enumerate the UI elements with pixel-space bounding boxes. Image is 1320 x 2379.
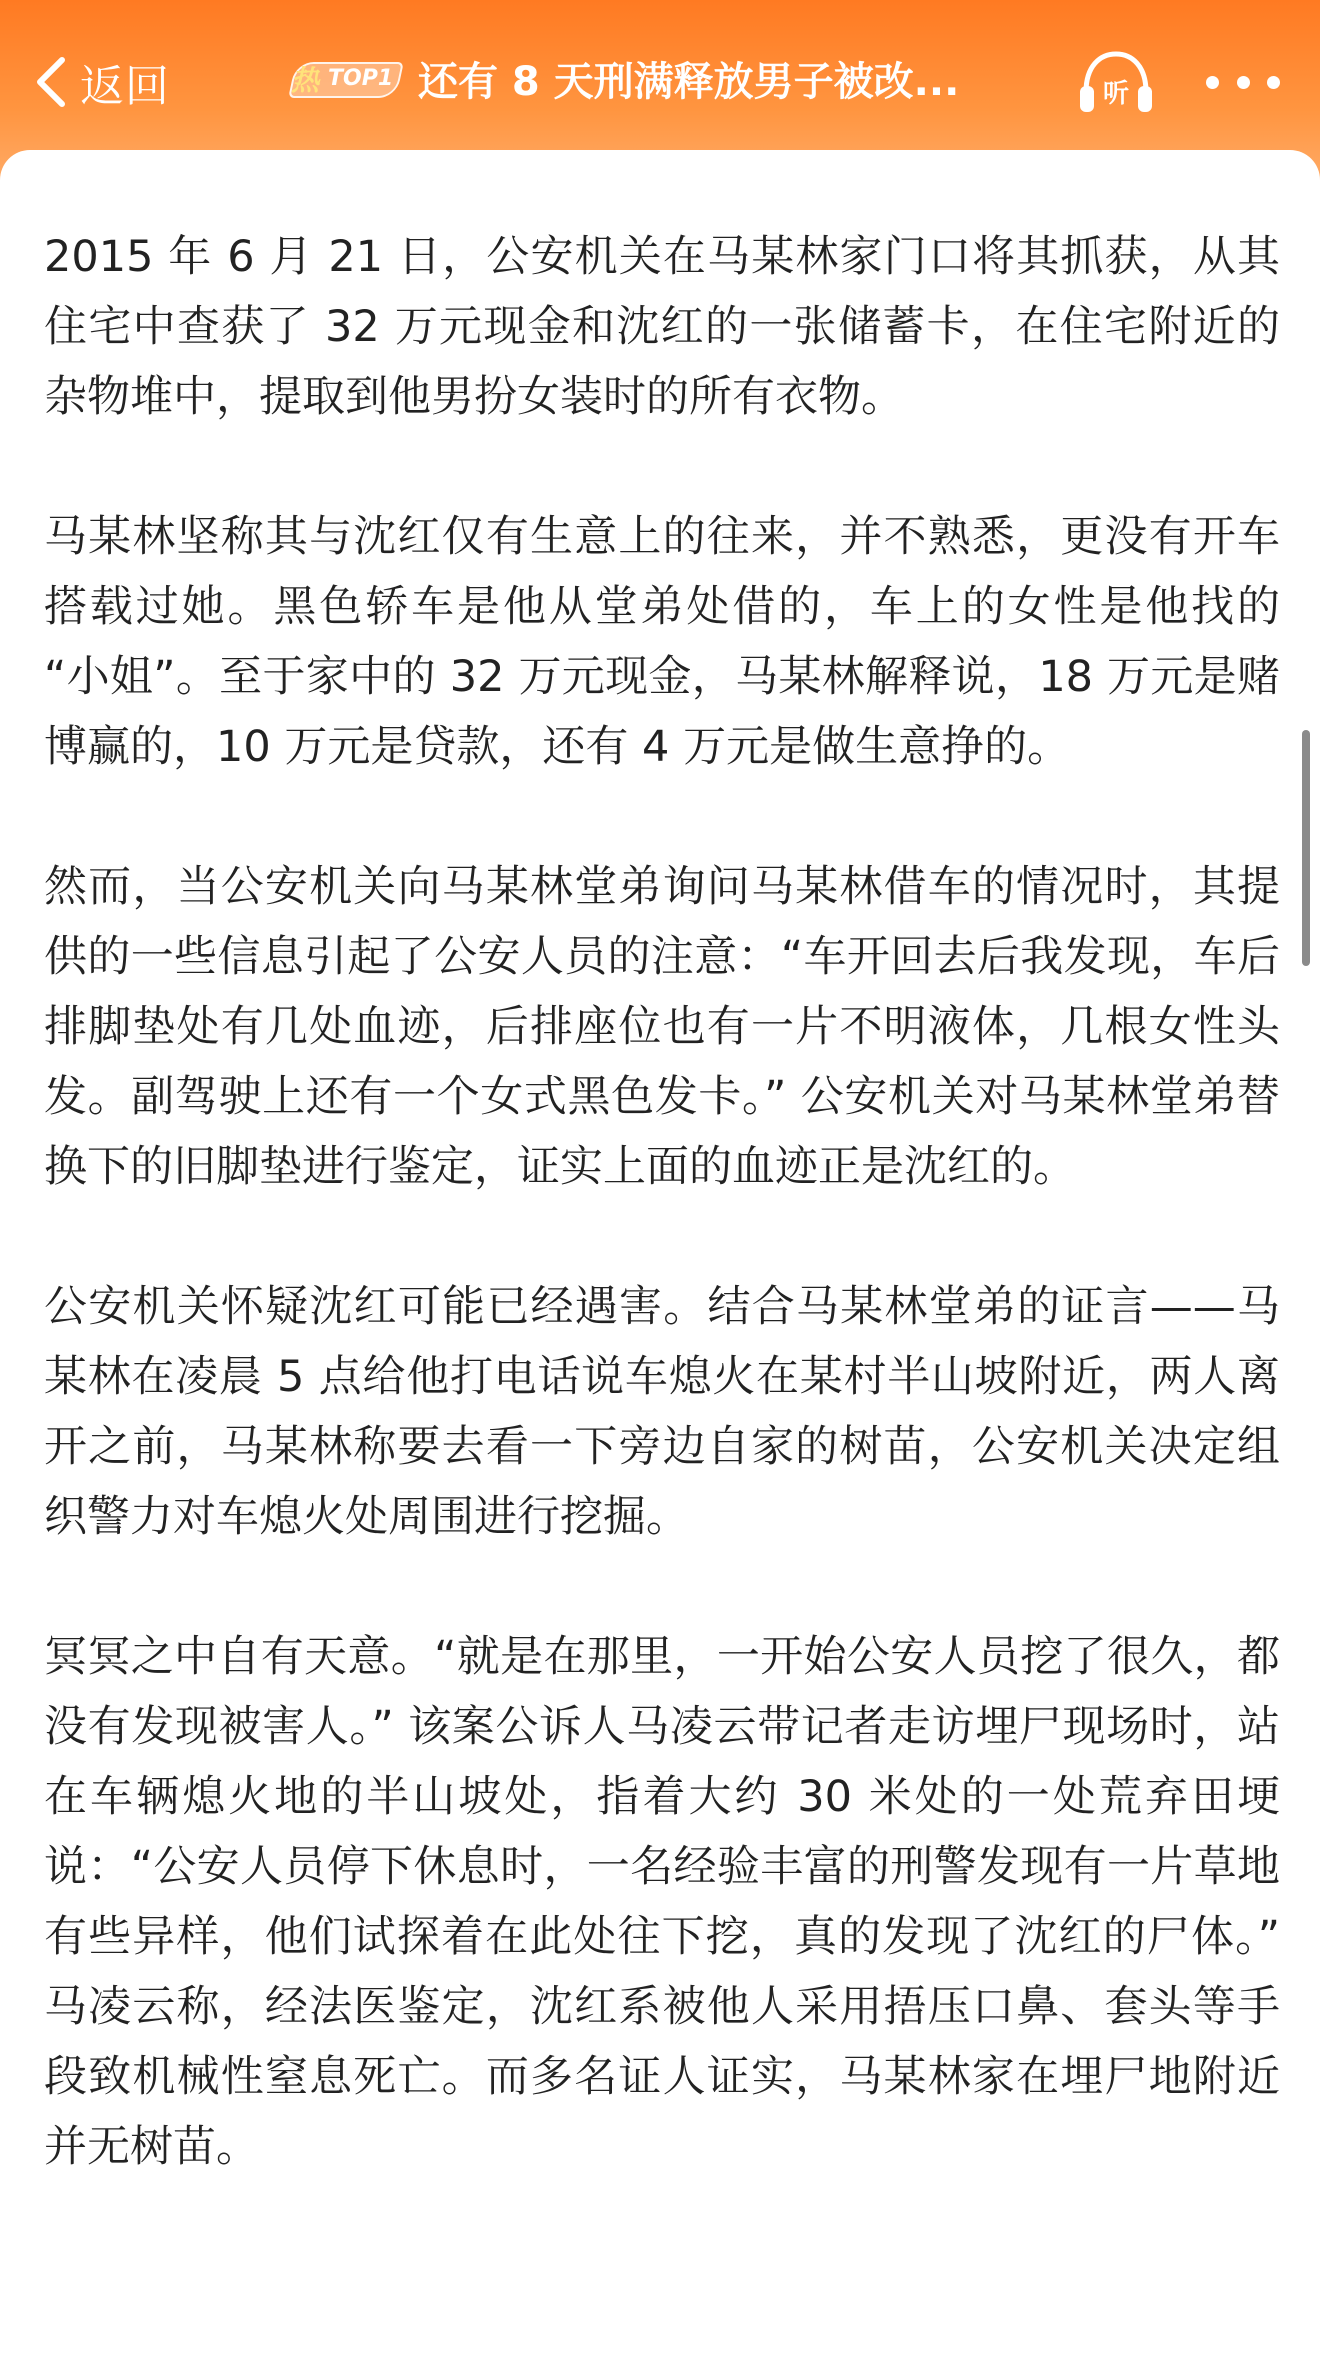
listen-label: 听 [1102, 79, 1130, 109]
more-dot [1206, 76, 1219, 89]
hot-badge-rank: TOP1 [328, 66, 394, 91]
back-label: 返回 [80, 61, 170, 112]
page-title[interactable]: 还有 8 天刑满释放男子被改... [418, 59, 960, 105]
article-paragraph: 2015 年 6 月 21 日，公安机关在马某林家门口将其抓获，从其住宅中查获了 32 万元现金和沈红的一张储蓄卡，在住宅附近的杂物堆中，提取到他男扮女装时的所有衣物。 [44, 232, 1280, 422]
more-button[interactable] [1206, 70, 1280, 94]
article-paragraph: 马某林坚称其与沈红仅有生意上的往来，并不熟悉，更没有开车搭载过她。黑色轿车是他从堂弟处借的，车上的女性是他找的 “小姐”。至于家中的 32 万元现金，马某林解释说，18 万元是赌博赢的，10 万元是贷款，还有 4 万元是做生意挣的。 [44, 512, 1280, 772]
chevron-left-icon [28, 52, 76, 112]
more-dot [1267, 76, 1280, 89]
article-paragraph: 然而，当公安机关向马某林堂弟询问马某林借车的情况时，其提供的一些信息引起了公安人员的注意：“车开回去后我发现，车后排脚垫处有几处血迹，后排座位也有一片不明液体，几根女性头发。副驾驶上还有一个女式黑色发卡。” 公安机关对马某林堂弟替换下的旧脚垫进行鉴定，证实上面的血迹正是沈红的。 [44, 862, 1280, 1192]
more-dot [1237, 76, 1250, 89]
article-body [44, 222, 1280, 2252]
article-card [0, 150, 1320, 2379]
article-paragraph: 冥冥之中自有天意。“就是在那里，一开始公安人员挖了很久，都没有发现被害人。” 该案公诉人马凌云带记者走访埋尸现场时，站在车辆熄火地的半山坡处，指着大约 30 米处的一处荒弃田埂说：“公安人员停下休息时，一名经验丰富的刑警发现有一片草地有些异样，他们试探着在此处往下挖，真的发现了沈红的尸体。” 马凌云称，经法医鉴定，沈红系被他人采用捂压口鼻、套头等手段致机械性窒息死亡。而多名证人证实，马某林家在埋尸地附近并无树苗。 [44, 1632, 1280, 2172]
headphones-icon [1076, 48, 1156, 118]
back-button[interactable] [28, 50, 170, 114]
hot-top1-badge [282, 54, 400, 104]
scrollbar-thumb[interactable] [1302, 730, 1310, 966]
listen-button[interactable] [1076, 48, 1156, 118]
hot-badge-char: 热 [290, 64, 319, 97]
article-paragraph: 公安机关怀疑沈红可能已经遇害。结合马某林堂弟的证言——马某林在凌晨 5 点给他打电话说车熄火在某村半山坡附近，两人离开之前，马某林称要去看一下旁边自家的树苗，公安机关决定组织警力对车熄火处周围进行挖掘。 [44, 1282, 1280, 1542]
